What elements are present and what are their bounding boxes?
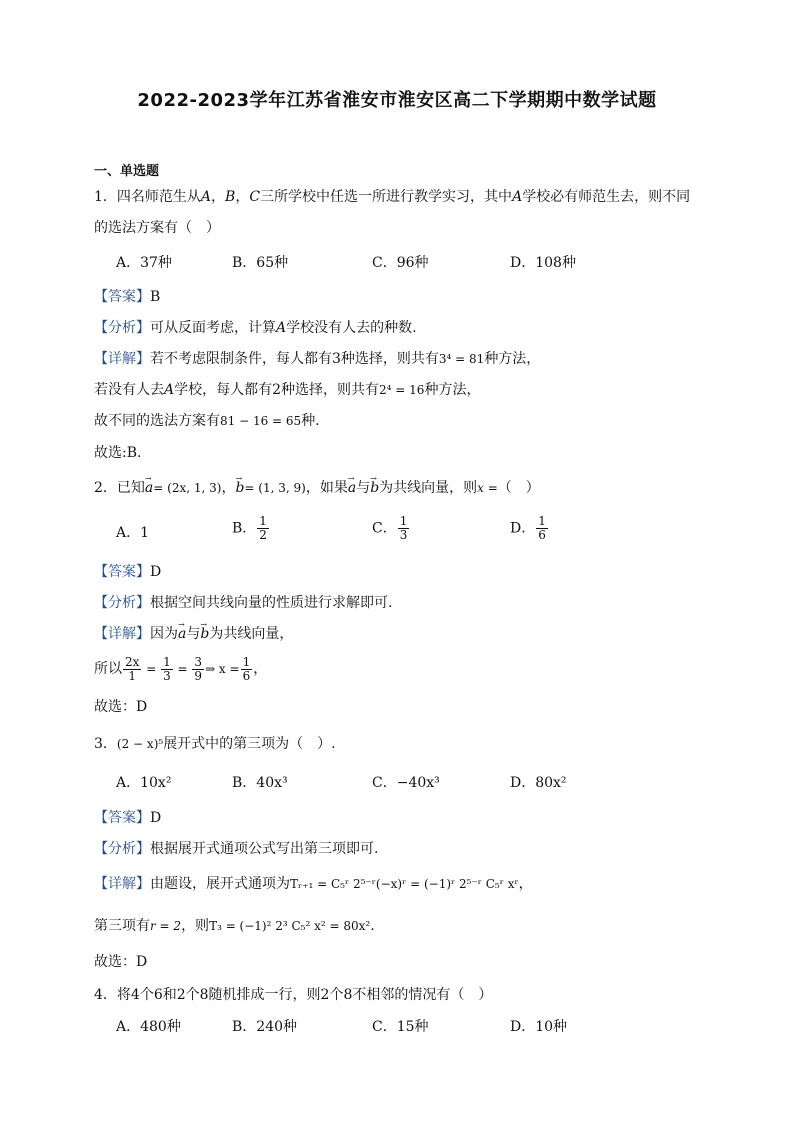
- vector-b: → b: [370, 479, 379, 497]
- q2-detail-text: 为共线向量，: [209, 626, 294, 642]
- q1-detail-text: 种方法，: [484, 351, 541, 367]
- fraction: [241, 656, 253, 683]
- q2-option-d: [510, 515, 549, 542]
- q2-detail-text: 因为: [150, 626, 178, 642]
- q2-stem-part: 为共线向量，则: [379, 480, 478, 496]
- q1-answer-value: B: [150, 289, 161, 305]
- q1-detail-line3: [94, 412, 320, 430]
- q3-detail-line2: [94, 917, 375, 935]
- q1-var: A: [512, 189, 523, 205]
- q1-stem-part: 学校必有师范生去，则不同: [522, 189, 691, 205]
- q1-detail-text: 若不考虑限制条件，每人都有3种选择，则共有: [150, 351, 439, 367]
- q1-stem: 1．四名师范生从A，B，C三所学校中任选一所进行教学实习，其中A学校必有师范生去，则不同: [94, 189, 691, 205]
- q1-var: A: [276, 320, 287, 336]
- q1-var: A: [200, 189, 212, 205]
- q2-detail-text: ，: [253, 661, 268, 677]
- analysis-tag: 【分析】: [94, 595, 150, 611]
- fraction-denominator: 6: [538, 528, 546, 542]
- q3-detail-text: ，: [518, 876, 533, 892]
- q3-answer-value: D: [150, 810, 162, 826]
- detail-tag: 【详解】: [94, 351, 150, 367]
- q1-detail-math: 2⁴ = 16: [379, 383, 425, 397]
- fraction-numerator: 1: [399, 514, 408, 528]
- q3-option-d: D．80x²: [510, 775, 567, 791]
- q2-detail-line1: [94, 625, 293, 643]
- q3-stem-part: 3．: [94, 736, 117, 752]
- q2-option-c: [372, 515, 410, 542]
- q2-analysis-text: 根据空间共线向量的性质进行求解即可.: [150, 595, 393, 611]
- q3-stem: [94, 735, 336, 753]
- page-title: 2022-2023学年江苏省淮安市淮安区高二下学期期中数学试题: [137, 90, 657, 111]
- section-heading: 一、单选题: [94, 164, 160, 179]
- q2-option-label: B．: [232, 520, 257, 537]
- q1-option-d: D．108种: [510, 255, 576, 271]
- q3-detail-text: 第三项有: [94, 918, 150, 934]
- q1-option-a: A．37种: [116, 255, 172, 271]
- fraction-denominator: 1: [128, 668, 137, 683]
- q1-option-c: C．96种: [372, 255, 429, 271]
- q1-var: C: [249, 189, 261, 205]
- q2-answer: [94, 563, 161, 581]
- q3-stem-part: 展开式中的第三项为（ ）.: [163, 736, 336, 752]
- fraction-denominator: 6: [242, 668, 251, 683]
- answer-tag: 【答案】: [94, 289, 150, 305]
- q1-analysis-text: 可从反面考虑，计算: [150, 320, 276, 336]
- vector-a: → a: [145, 479, 153, 497]
- q3-detail-math: r = 2: [150, 919, 182, 933]
- q3-final: 故选：D: [94, 954, 148, 970]
- fraction-numerator: 1: [538, 514, 546, 528]
- q2-stem-part: ，如果: [305, 480, 348, 496]
- fraction: [398, 515, 410, 542]
- q2-answer-value: D: [150, 564, 162, 580]
- fraction: [536, 515, 548, 542]
- q1-detail-text: 种.: [301, 413, 320, 429]
- q4-option-c: C．15种: [372, 1019, 429, 1035]
- q3-analysis: [94, 840, 378, 858]
- q2-analysis: [94, 594, 392, 612]
- fraction: [161, 656, 173, 683]
- q3-option-a: A．10x²: [116, 775, 172, 791]
- q2-implies: ⇒ x =: [205, 662, 240, 676]
- q3-detail-math: Tᵣ₊₁ = C₅ʳ 2⁵⁻ʳ(−x)ʳ = (−1)ʳ 2⁵⁻ʳ C₅ʳ xʳ: [290, 877, 519, 891]
- q1-stem-part: 1．四名师范生从: [94, 189, 201, 205]
- q1-detail-math: 81 − 16 = 65: [220, 414, 302, 428]
- q2-option-a: A．1: [116, 525, 150, 541]
- q2-option-label: C．: [372, 520, 397, 537]
- q4-option-d: D．10种: [510, 1019, 568, 1035]
- q3-analysis-text: 根据展开式通项公式写出第三项即可.: [150, 841, 379, 857]
- q2-vector-b-value: = (1, 3, 9): [244, 481, 306, 495]
- q1-detail-math: 3⁴ = 81: [438, 352, 485, 366]
- q1-analysis-text: 学校没有人去的种数.: [286, 320, 417, 336]
- q1-detail-text: 种方法，: [424, 382, 481, 398]
- q1-stem-part: 三所学校中任选一所进行教学实习，其中: [260, 189, 513, 205]
- fraction: [192, 656, 204, 683]
- q2-final: 故选：D: [94, 699, 148, 715]
- q2-stem-part: （ ）: [497, 480, 540, 496]
- fraction-denominator: 2: [259, 528, 267, 542]
- fraction-denominator: 9: [194, 668, 203, 683]
- vector-b: → b: [235, 479, 244, 497]
- q3-detail-math: T₃ = (−1)² 2³ C₅² x² = 80x²: [209, 919, 371, 933]
- analysis-tag: 【分析】: [94, 841, 150, 857]
- fraction-numerator: 3: [194, 654, 203, 669]
- q2-x: x =: [477, 481, 498, 495]
- q1-analysis: [94, 319, 417, 337]
- vector-b: → b: [200, 625, 209, 643]
- q1-answer: [94, 288, 160, 306]
- fraction-denominator: 3: [163, 668, 171, 683]
- q3-option-c: C．−40x³: [372, 775, 440, 791]
- q2-stem: 2．已知→ a= (2x, 1, 3)，→ b= (1, 3, 9)，如果→ a与→ b为共线向量，则x =（ ）: [94, 479, 540, 497]
- vector-a: → a: [348, 479, 356, 497]
- answer-tag: 【答案】: [94, 810, 150, 826]
- q1-option-b: B．65种: [232, 255, 289, 271]
- q4-option-b: B．240种: [232, 1019, 298, 1035]
- q1-detail-text: 故不同的选法方案有: [94, 413, 220, 429]
- q3-option-b: B．40x³: [232, 775, 288, 791]
- q3-detail-text: .: [370, 918, 375, 934]
- vector-a: → a: [178, 625, 186, 643]
- analysis-tag: 【分析】: [94, 320, 150, 336]
- q1-detail-line2: [94, 381, 480, 399]
- q1-final: 故选:B.: [94, 445, 142, 461]
- fraction-denominator: 3: [399, 528, 408, 542]
- q3-answer: [94, 809, 161, 827]
- q2-option-label: D．: [510, 520, 536, 537]
- fraction-numerator: 1: [163, 654, 171, 669]
- fraction-numerator: 2x: [125, 654, 140, 669]
- q2-detail-line2: 所以 $\frac{2x}{1}$ = $\frac{1}{3}$ = $\frac{3}{9}$ ⇒ x = $\frac{1}{6}$ ，: [94, 654, 268, 683]
- q2-detail-text: 所以: [94, 661, 122, 677]
- q1-var: B: [225, 189, 236, 205]
- q2-detail-text: 与: [186, 626, 201, 642]
- answer-tag: 【答案】: [94, 564, 150, 580]
- q2-option-b: [232, 515, 270, 542]
- detail-tag: 【详解】: [94, 626, 150, 642]
- fraction-numerator: 1: [242, 654, 251, 669]
- q4-stem: 4．将4个6和2个8随机排成一行，则2个8不相邻的情况有（ ）: [94, 987, 493, 1003]
- q1-detail-line1: [94, 350, 540, 368]
- q1-stem-line2: 的选法方案有（ ）: [94, 220, 220, 236]
- q3-detail-text: 由题设，展开式通项为: [150, 876, 290, 892]
- detail-tag: 【详解】: [94, 876, 150, 892]
- q3-detail-text: ，则: [181, 918, 210, 934]
- q2-stem-part: 2．已知: [94, 480, 145, 496]
- q4-option-a: A．480种: [116, 1019, 181, 1035]
- q1-detail-text: 学校，每人都有2种选择，则共有: [174, 382, 380, 398]
- q3-detail-line1: [94, 875, 533, 893]
- q1-var: A: [164, 382, 175, 398]
- fraction-numerator: 1: [259, 514, 267, 528]
- q1-detail-text: 若没有人去: [94, 382, 164, 398]
- q2-stem-part: 与: [356, 480, 371, 496]
- fraction: [257, 515, 269, 542]
- q3-stem-math: (2 − x)⁵: [116, 737, 164, 751]
- fraction: [123, 656, 141, 683]
- q2-vector-a-value: = (2x, 1, 3): [153, 481, 222, 495]
